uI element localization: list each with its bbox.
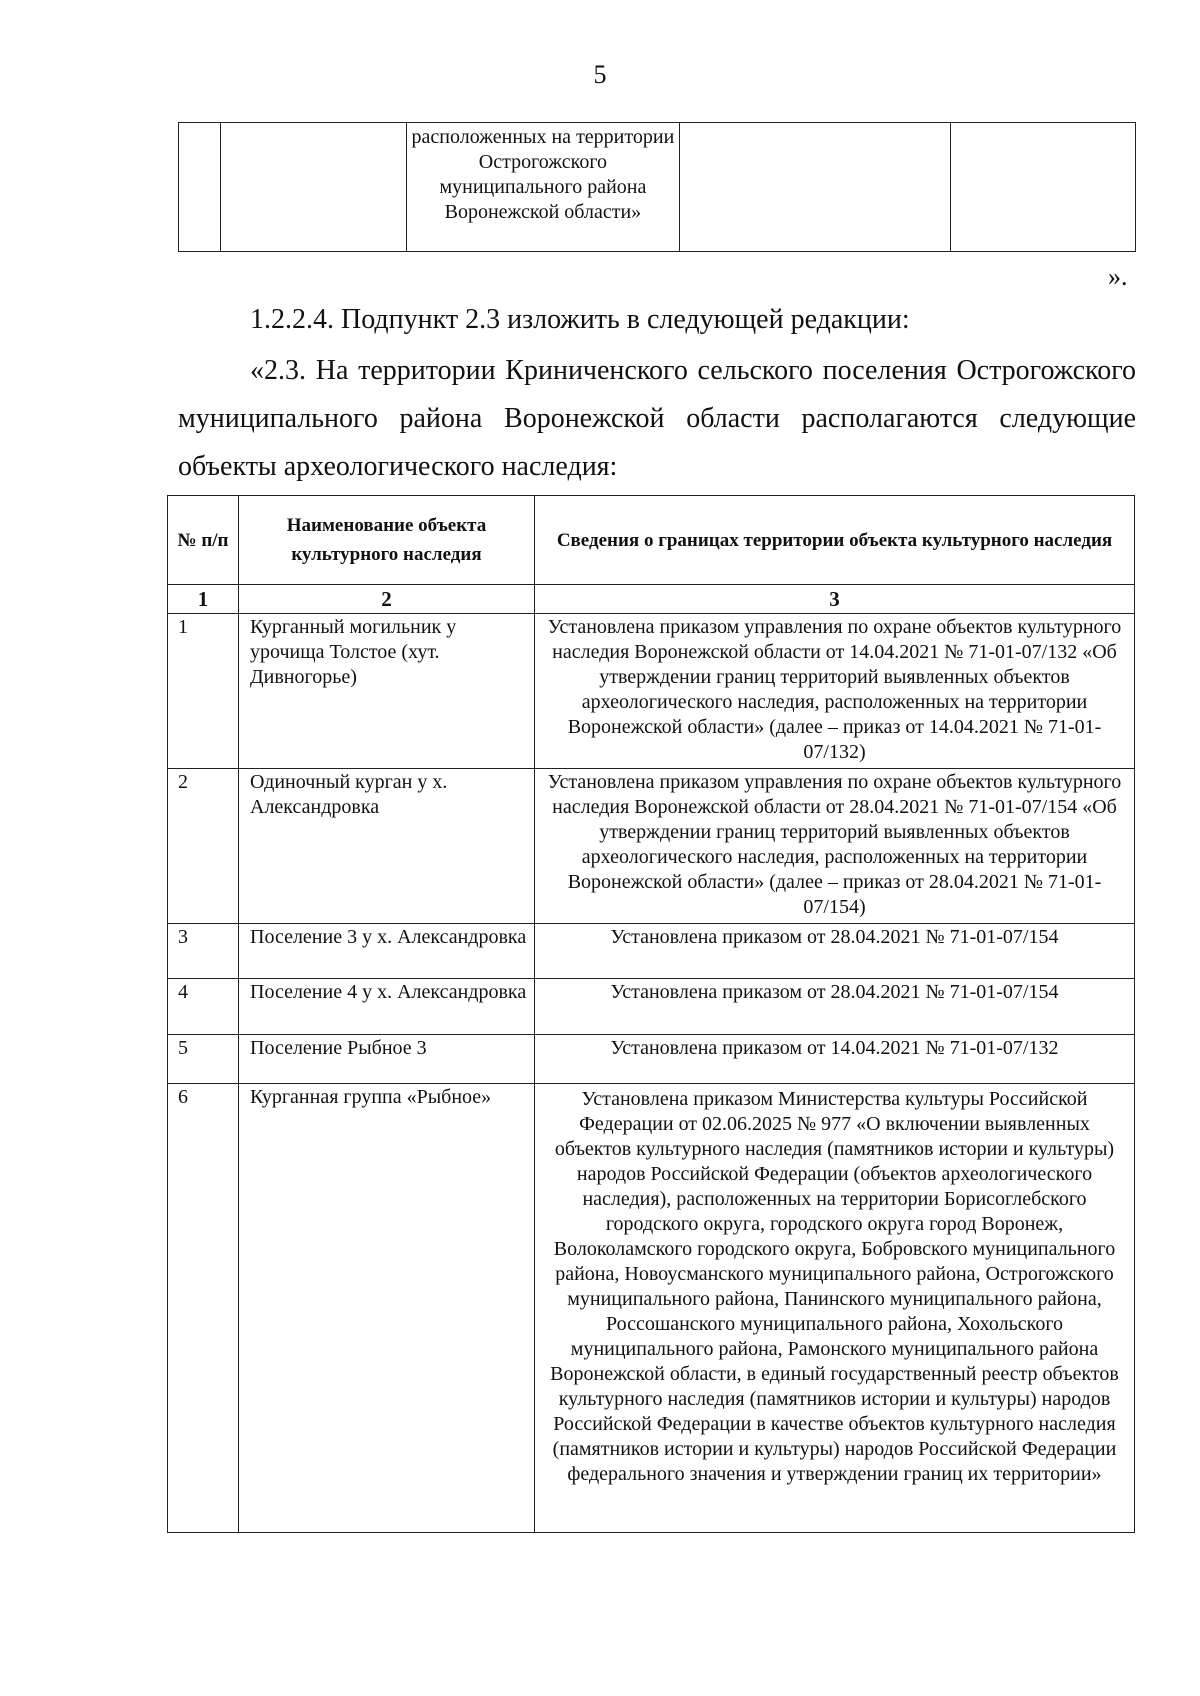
column-index: 2 [239, 585, 535, 614]
header-name: Наименование объекта культурного наследия [239, 496, 535, 585]
table-row [168, 1084, 1135, 1533]
table-cell [179, 123, 221, 252]
row-number: 6 [168, 1084, 239, 1533]
table-row [168, 924, 1135, 979]
boundary-info: Установлена приказом от 28.04.2021 № 71-01-07/154 [535, 979, 1135, 1035]
continuation-table [178, 122, 1136, 252]
table-header-row [168, 496, 1135, 585]
paragraph-intro: «2.3. На территории Криниченского сельского поселения Острогожского муниципального района Воронежской области располагаются следующие объекты археологического наследия: [178, 355, 1136, 482]
row-number: 3 [168, 924, 239, 979]
table-cell [221, 123, 407, 252]
table-cell: расположенных на территории Острогожского муниципального района Воронежской области» [407, 123, 680, 252]
column-index: 3 [535, 585, 1135, 614]
row-number: 4 [168, 979, 239, 1035]
boundary-info: Установлена приказом Министерства культуры Российской Федерации от 02.06.2025 № 977 «О включении выявленных объектов культурного наследия (памятников истории и культуры) народов Российской Федерации (объектов археологического наследия), расположенных на территории Борисоглебского городского округа, городского округа город Воронеж, Волоколамского городского округа, Бобровского муниципального района, Новоусманского муниципального района, Острогожского муниципального района, Панинского муниципального района, Россошанского муниципального района, Хохольского муниципального района, Рамонского муниципального района Воронежской области, в единый государственный реестр объектов культурного наследия (памятников истории и культуры) народов Российской Федерации в качестве объектов культурного наследия (памятников истории и культуры) народов Российской Федерации федерального значения и утверждении границ их территории» [535, 1084, 1135, 1533]
table-row [179, 123, 1136, 252]
heritage-objects-table [167, 495, 1135, 1533]
closing-quote: ». [1108, 262, 1128, 291]
row-number: 1 [168, 614, 239, 769]
paragraph-subclause: 1.2.2.4. Подпункт 2.3 изложить в следующей редакции: [250, 304, 910, 335]
header-boundaries: Сведения о границах территории объекта культурного наследия [535, 496, 1135, 585]
object-name: Курганная группа «Рыбное» [239, 1084, 535, 1533]
header-number: № п/п [168, 496, 239, 585]
table-row [168, 979, 1135, 1035]
object-name: Поселение 4 у х. Александровка [239, 979, 535, 1035]
table-row [168, 1035, 1135, 1084]
object-name: Курганный могильник у урочища Толстое (хут. Дивногорье) [239, 614, 535, 769]
object-name: Поселение Рыбное 3 [239, 1035, 535, 1084]
boundary-info: Установлена приказом управления по охране объектов культурного наследия Воронежской области от 14.04.2021 № 71-01-07/132 «Об утверждении границ территорий выявленных объектов археологического наследия, расположенных на территории Воронежской области» (далее – приказ от 14.04.2021 № 71-01-07/132) [535, 614, 1135, 769]
object-name: Поселение 3 у х. Александровка [239, 924, 535, 979]
boundary-info: Установлена приказом от 28.04.2021 № 71-01-07/154 [535, 924, 1135, 979]
table-row [168, 769, 1135, 924]
row-number: 5 [168, 1035, 239, 1084]
table-cell [951, 123, 1136, 252]
column-index: 1 [168, 585, 239, 614]
boundary-info: Установлена приказом от 14.04.2021 № 71-01-07/132 [535, 1035, 1135, 1084]
table-row [168, 614, 1135, 769]
row-number: 2 [168, 769, 239, 924]
table-cell [679, 123, 950, 252]
page-number: 5 [593, 60, 607, 89]
column-index-row [168, 585, 1135, 614]
object-name: Одиночный курган у х. Александровка [239, 769, 535, 924]
boundary-info: Установлена приказом управления по охране объектов культурного наследия Воронежской области от 28.04.2021 № 71-01-07/154 «Об утверждении границ территорий выявленных объектов археологического наследия, расположенных на территории Воронежской области» (далее – приказ от 28.04.2021 № 71-01-07/154) [535, 769, 1135, 924]
